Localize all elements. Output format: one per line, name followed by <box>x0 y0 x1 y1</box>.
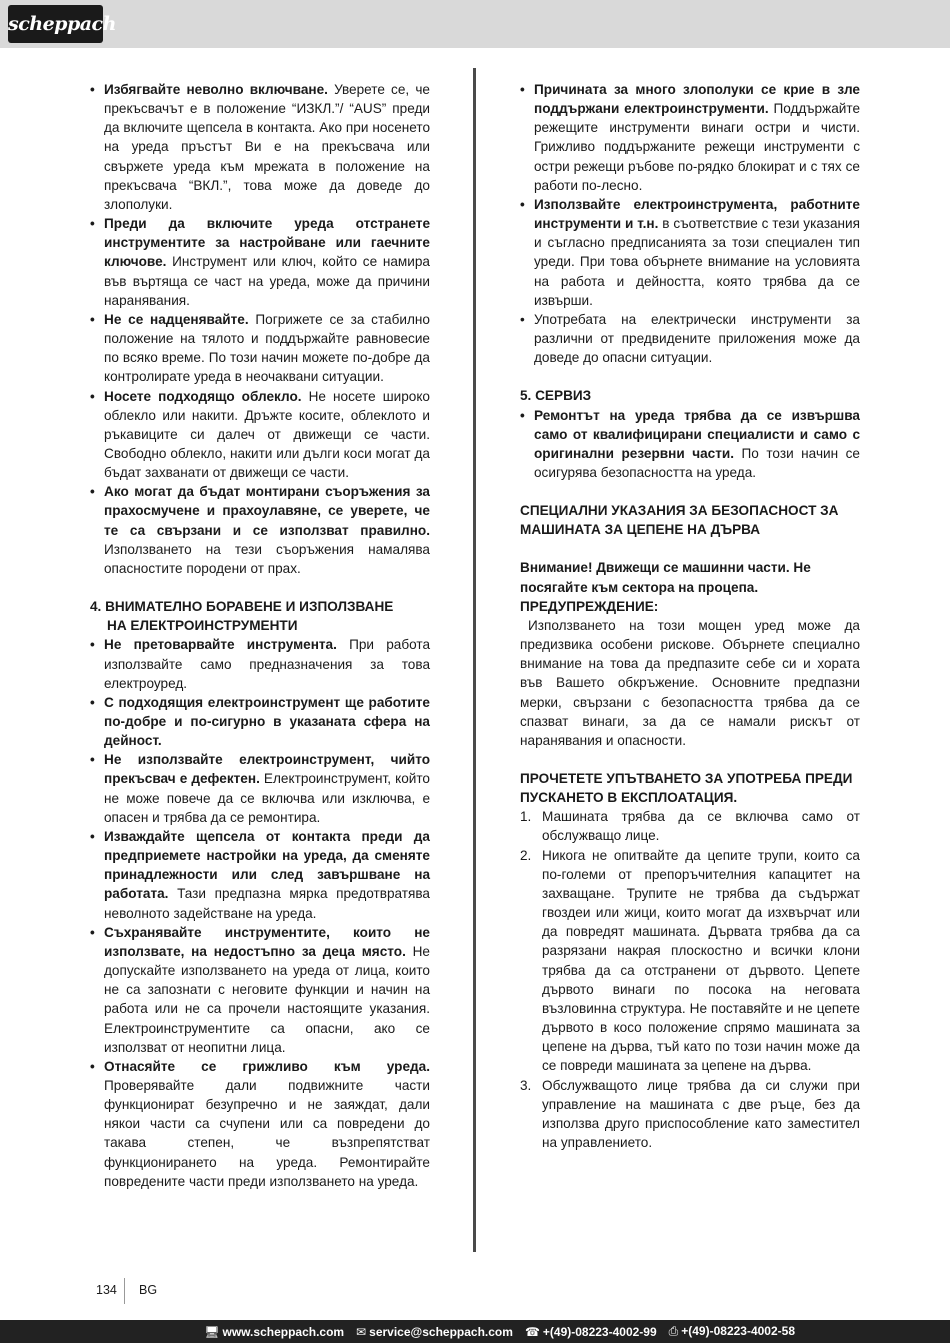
email-contact[interactable]: ✉ service@scheppach.com <box>356 1324 513 1339</box>
warning-label: ПРЕДУПРЕЖДЕНИЕ: <box>520 598 659 614</box>
list-item: • Преди да включите уреда отстранете инструментите за настройване или гаечните ключове. Инструмент или ключ, който се намира във въртяща се част на уреда, може да причини наранявания. <box>90 214 430 310</box>
phone-icon: ☎ <box>524 1324 540 1339</box>
list-item: • Съхранявайте инструментите, които не използвате, на недостъпно за деца място. Не допускайте използването на уреда от лица, които не са запознати с неговите функции и начин на работа или не са прочели настоящите указания. Електроинструментите са опасни, ако се използват от неопитни лица. <box>90 923 430 1057</box>
footer-separator <box>124 1278 125 1304</box>
list-item: • Не претоварвайте инструмента. При работа използвайте само предназначения за това електроуред. <box>90 635 430 692</box>
monitor-icon: 🖥 <box>204 1324 220 1339</box>
section-heading-5: 5. СЕРВИЗ <box>520 388 592 404</box>
operating-rules-list <box>520 807 860 1152</box>
list-item: • Причината за много злополуки се крие в зле поддържани електроинструменти. Поддържайте режещите инструменти винаги остри и чисти. Грижливо поддържаните режещи инструменти с остри режещи ръбове по-рядко блокират и с тях се работи по-лесно. <box>520 80 860 195</box>
list-item: • Не се надценявайте. Погрижете се за стабилно положение на тялото и поддържайте равновесие по всяко време. По този начин можете по-добре да контролирате уреда в неочаквани ситуации. <box>90 310 430 387</box>
section-heading-4-cont: НА ЕЛЕКТРОИНСТРУМЕНТИ <box>107 618 298 634</box>
list-item: • Не използвайте електроинструмент, чийто прекъсвач е дефектен. Електроинструмент, който не може повече да се включва или изключва, е опасен и трябва да се ремонтира. <box>90 750 430 827</box>
section-heading-4: 4. ВНИМАТЕЛНО БОРАВЕНЕ И ИЗПОЛЗВАНЕ <box>90 599 394 615</box>
list-item: • Отнасяйте се грижливо към уреда. Проверявайте дали подвижните части функционират безупречно и не заяждат, дали някои части са счупени или са повредени до такава степен, че възпрепятстват функционирането на уреда. Ремонтирайте повредените части преди използването на уреда. <box>90 1057 430 1191</box>
list-item: 3. Обслужващото лице трябва да си служи при управление на машината с две ръце, без да използва друго приспособление като заместител на управлението. <box>520 1077 860 1150</box>
header-bar <box>0 0 950 48</box>
list-item: 2. Никога не опитвайте да цепите трупи, които са по-големи от препоръчителния капацитет на захващане. Трупите не трябва да съдържат гвоздеи или жици, които могат да изхвърчат или да повредят машината. Дървата трябва да са разрязани накрая плоскостно и всички клони трябва да са отстранени от дървото. Цепете дървото винаги по посока на неговата възловинна структура. Не поставяйте и не цепете дървото в косо положение спрямо машината за цепене на дърва, тъй като по този начин може да се повреди машината за цепене на дърва. <box>520 847 860 1074</box>
list-item: • Ако могат да бъдат монтирани съоръжения за прахосмучене и прахоулавяне, се уверете, че те са свързани и се използват правилно. Използването на тези съоръжения намалява опасностите породени от прах. <box>90 482 430 578</box>
list-item: 1. Машината трябва да се включва само от обслужващо лице. <box>520 809 860 844</box>
column-divider <box>473 68 476 1252</box>
service-list <box>520 406 860 483</box>
language-code: BG <box>139 1283 158 1297</box>
list-item: • Носете подходящо облекло. Не носете широко облекло или накити. Дръжте косите, облеклото и ръкавиците си далеч от движещи се части. Свободно облекло, накити или дълги коси могат да бъдат захванати от движещи се части. <box>90 387 430 483</box>
attention-note: Внимание! Движещи се машинни части. Не посягайте към сектора на процепа. <box>520 560 811 595</box>
phone-contact: ☎ +(49)-08223-4002-99 <box>524 1324 657 1339</box>
web-contact[interactable]: 🖥 www.scheppach.com <box>204 1324 345 1339</box>
safety-list-tools <box>90 635 430 1191</box>
left-column <box>90 80 430 1191</box>
right-column <box>520 80 860 1152</box>
read-manual-heading: ПРОЧЕТЕТЕ УПЪТВАНЕТО ЗА УПОТРЕБА ПРЕДИ ПУСКАНЕТО В ЕКСПЛОАТАЦИЯ. <box>520 771 853 806</box>
special-safety-heading: СПЕЦИАЛНИ УКАЗАНИЯ ЗА БЕЗОПАСНОСТ ЗА МАШИНАТА ЗА ЦЕПЕНЕ НА ДЪРВА <box>520 503 839 538</box>
list-item: • Избягвайте неволно включване. Уверете се, че прекъсвачът е в положение “ИЗКЛ.”/ “AUS” преди да включите щепсела в контакта. Ако при носенето на уреда пръстът Ви е на прекъсвача или свържете уреда към мрежата в положение на прекъсвача “ВКЛ.”, това може да доведе до злополуки. <box>90 80 430 214</box>
safety-list-maintenance <box>520 80 860 367</box>
list-item: • Използвайте електроинструмента, работните инструменти и т.н. в съответствие с тези указания и съгласно предписанията за този специален тип уреди. При това обърнете внимание на условията на работа и дейността, която трябва да се извърши. <box>520 195 860 310</box>
safety-list-general <box>90 80 430 578</box>
mail-icon: ✉ <box>356 1324 367 1339</box>
fax-contact: ⎙ +(49)-08223-4002-58 <box>668 1324 795 1338</box>
list-item: • Изваждайте щепсела от контакта преди да предприемете настройки на уреда, да сменяте принадлежности или след завършване на работата. Тази предпазна мярка предотвратява неволното задействане на уреда. <box>90 827 430 923</box>
fax-icon: ⎙ <box>668 1324 679 1338</box>
list-item: • С подходящия електроинструмент ще работите по-добре и по-сигурно в указаната сфера на дейност. <box>90 693 430 750</box>
list-item: • Употребата на електрически инструменти за различни от предвидените приложения може да доведе до опасни ситуации. <box>520 310 860 367</box>
contact-bar <box>0 1320 950 1343</box>
page-number: 134 <box>96 1283 117 1297</box>
brand-logo: scheppach <box>8 5 103 43</box>
list-item: • Ремонтът на уреда трябва да се извършва само от квалифицирани специалисти и само с оригинални резервни части. По този начин се осигурява безопасността на уреда. <box>520 406 860 483</box>
warning-text: Използването на този мощен уред може да предизвика особени рискове. Обърнете специално внимание на това да предпазите себе си и хората във Вашето обкръжение. Основните предпазни мерки, свързани с безопасността трябва да се спазват винаги, за да се намали рискът от наранявания и опасности. <box>520 617 860 748</box>
